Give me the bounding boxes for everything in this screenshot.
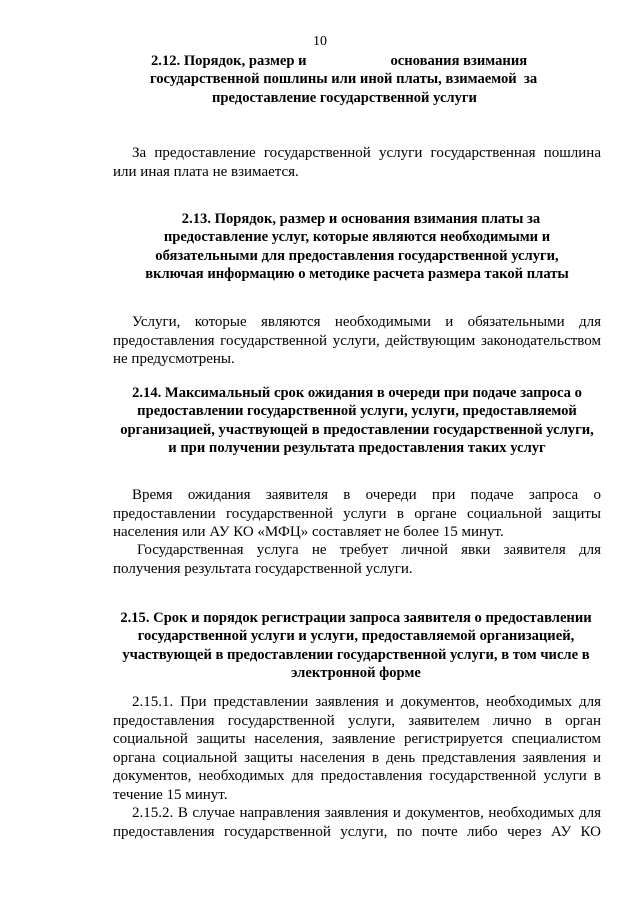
heading-line: предоставлении государственной услуги, услуги, предоставляемой xyxy=(137,403,577,420)
page-number: 10 xyxy=(313,34,327,49)
heading-line: включая информацию о методике расчета размера такой платы xyxy=(145,265,569,282)
paragraph-2-15-2 xyxy=(113,804,601,841)
paragraph-line: течение 15 минут. xyxy=(113,786,228,803)
heading-line: обязательными для предоставления государственной услуги, xyxy=(155,247,559,264)
paragraph-line: За предоставление государственной услуги государственная пошлина xyxy=(132,145,601,161)
heading-2-14 xyxy=(108,384,606,457)
paragraph-line: населения или АУ КО «МФЦ» составляет не более 15 минут. xyxy=(113,524,504,540)
paragraph-line: или иная плата не взимается. xyxy=(113,163,299,180)
paragraph-2-14-a xyxy=(113,486,601,542)
paragraph-line: Время ожидания заявителя в очереди при подаче запроса о xyxy=(132,487,601,503)
heading-line: предоставление услуг, которые являются необходимыми и xyxy=(163,229,551,246)
heading-line: предоставление государственной услуги xyxy=(212,89,477,106)
paragraph-2-12 xyxy=(113,144,601,181)
heading-line: 2.13. Порядок, размер и основания взимания платы за xyxy=(181,211,541,227)
paragraph-line: Услуги, которые являются необходимыми и обязательными для xyxy=(132,314,601,330)
paragraph-line: органа социальной защиты населения в день представления заявления и xyxy=(113,749,601,766)
paragraph-line: 2.15.1. При представлении заявления и документов, необходимых для xyxy=(132,694,601,710)
paragraph-line: получения результата государственной услуги. xyxy=(113,560,413,577)
heading-line: государственной пошлины или иной платы, взимаемой за xyxy=(150,71,538,88)
heading-line: электронной форме xyxy=(291,664,421,681)
heading-line: и при получении результата предоставления таких услуг xyxy=(168,439,546,456)
heading-line: организацией, участвующей в предоставлении государственной услуги, xyxy=(120,421,594,438)
heading-line: государственной услуги и услуги, предоставляемой организацией, xyxy=(137,628,575,645)
paragraph-line: не предусмотрены. xyxy=(113,351,235,367)
paragraph-line: социальной защиты населения, заявление регистрируется специалистом xyxy=(113,731,601,747)
heading-2-13 xyxy=(113,210,601,283)
heading-line: 2.14. Максимальный срок ожидания в очереди при подаче запроса о xyxy=(132,385,582,401)
paragraph-2-13 xyxy=(113,313,601,369)
heading-line: 2.12. Порядок, размер и основания взимания xyxy=(151,53,528,69)
paragraph-2-14-b xyxy=(113,541,601,578)
paragraph-line: предоставлении государственной услуги в органе социальной защиты xyxy=(113,505,601,522)
paragraph-line: предоставления государственной услуги, по почте либо через АУ КО xyxy=(113,823,601,840)
heading-line: участвующей в предоставлении государственной услуги, в том числе в xyxy=(122,646,590,663)
paragraph-line: документов, необходимых для предоставления государственной услуги в xyxy=(113,768,601,784)
paragraph-line: предоставления государственной услуги, действующим законодательством xyxy=(113,332,601,349)
heading-2-12 xyxy=(150,52,560,107)
paragraph-line: 2.15.2. В случае направления заявления и документов, необходимых для xyxy=(132,805,601,821)
heading-2-15 xyxy=(106,609,606,682)
paragraph-line: Государственная услуга не требует личной явки заявителя для xyxy=(137,542,601,558)
paragraph-line: предоставления государственной услуги, заявителем лично в орган xyxy=(113,712,601,729)
paragraph-2-15-1 xyxy=(113,693,601,804)
heading-line: 2.15. Срок и порядок регистрации запроса заявителя о предоставлении xyxy=(120,610,592,626)
